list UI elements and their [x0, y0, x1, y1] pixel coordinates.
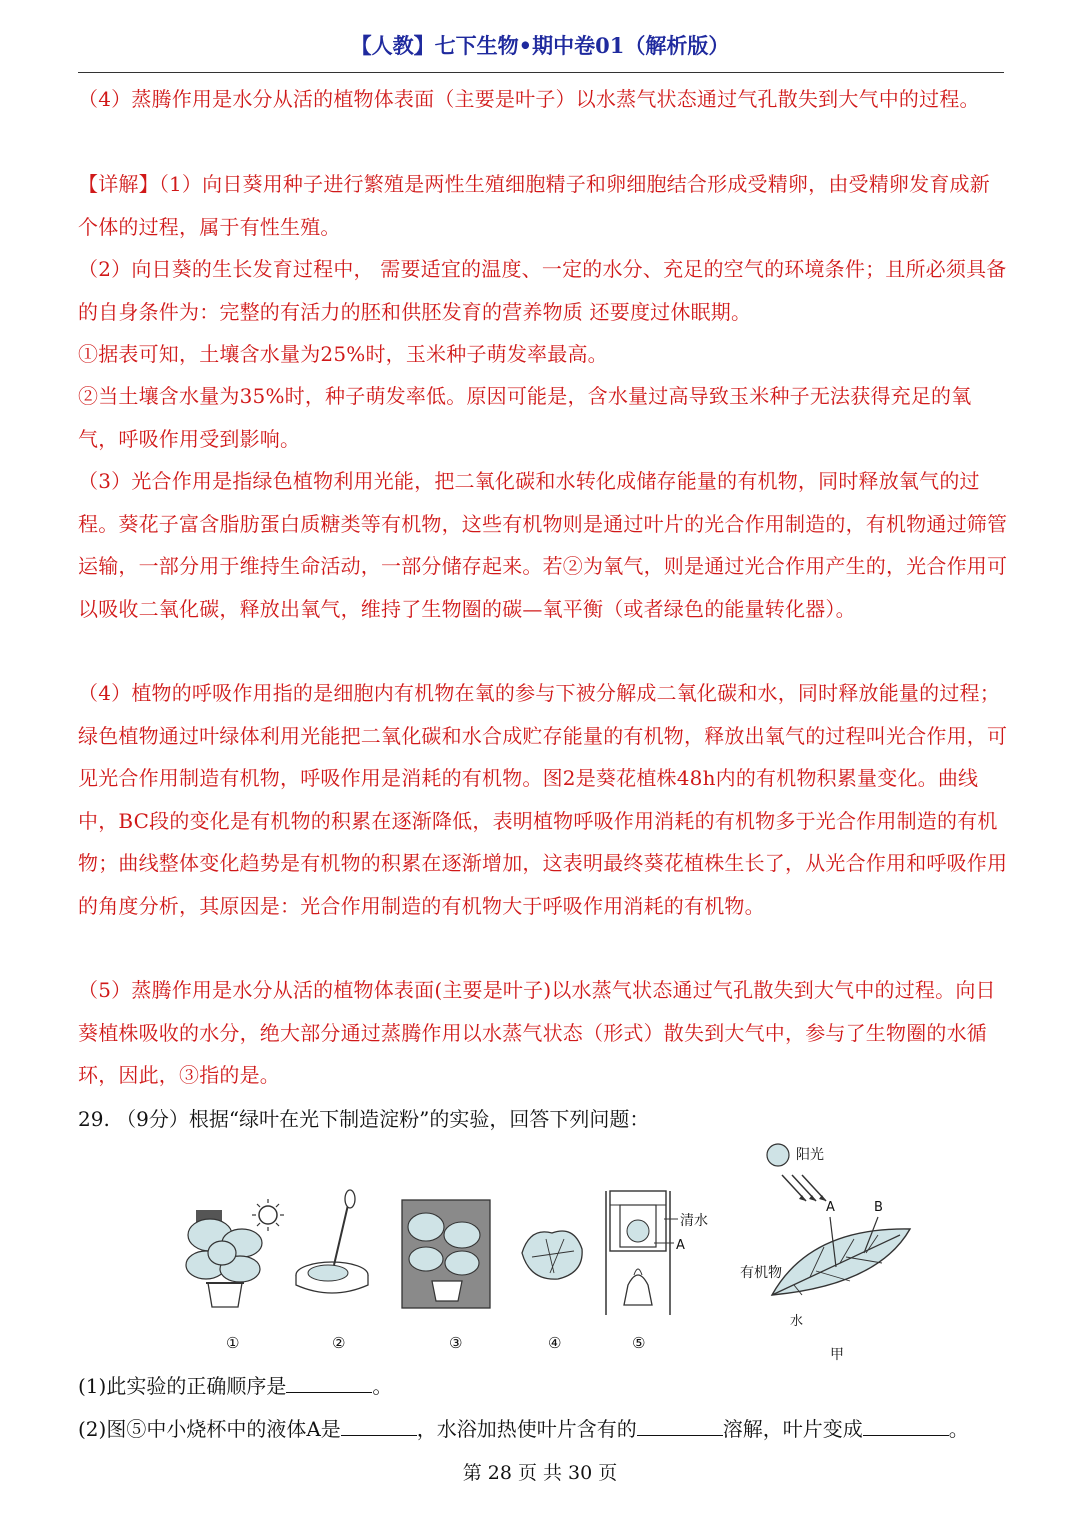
q2-blank-dissolve[interactable] — [637, 1413, 723, 1436]
beaker-water-label: 清水 — [680, 1213, 708, 1229]
step-label-4: ④ — [548, 1334, 562, 1352]
step2-petri-dish-dropper — [296, 1190, 368, 1293]
question29-part2 — [78, 1408, 1008, 1450]
leaf-organic-label: 有机物 — [740, 1265, 782, 1281]
q2-part1: (2)图⑤中小烧杯中的液体A是 — [78, 1417, 341, 1441]
leaf-diagram-jia — [740, 1144, 910, 1363]
q2-part4: 。 — [948, 1417, 969, 1441]
header-divider — [78, 72, 1004, 73]
step-label-1: ① — [226, 1334, 240, 1352]
q2-part3: 溶解，叶片变成 — [722, 1417, 863, 1441]
leaf-caption: 甲 — [830, 1347, 844, 1363]
detail-p1 — [78, 163, 1008, 248]
q1-prefix: (1)此实验的正确顺序是 — [78, 1374, 287, 1398]
q2-blank-liquid[interactable] — [341, 1413, 417, 1436]
detail-p6: （4）植物的呼吸作用指的是细胞内有机物在氧的参与下被分解成二氧化碳和水，同时释放能量的过程；绿色植物通过叶绿体利用光能把二氧化碳和水合成贮存能量的有机物，释放出氧气的过程叫光合作用，可见光合作用制造有机物，呼吸作用是消耗的有机物。图2是葵花植株48h内的有机物积累量变化。曲线中，BC段的变化是有机物的积累在逐渐降低，表明植物呼吸作用消耗的有机物多于光合作用制造的有机物；曲线整体变化趋势是有机物的积累在逐渐增加，这表明最终葵花植株生长了，从光合作用和呼吸作用的角度分析，其原因是：光合作用制造的有机物大于呼吸作用消耗的有机物。 — [78, 681, 1008, 918]
detail-p5: （3）光合作用是指绿色植物利用光能，把二氧化碳和水转化成储存能量的有机物，同时释放氧气的过程。葵花子富含脂肪蛋白质糖类等有机物，这些有机物则是通过叶片的光合作用制造的，有机物通过筛管运输，一部分用于维持生命活动，一部分储存起来。若②为氧气，则是通过光合作用产生的，光合作用可以吸收二氧化碳，释放出氧气，维持了生物圈的碳—氧平衡（或者绿色的能量转化器）。 — [78, 469, 1008, 621]
question29-part1 — [78, 1365, 1008, 1407]
sun-label: 阳光 — [796, 1147, 824, 1163]
detail-tag: 【详解】 — [78, 172, 159, 196]
step4-leaf — [522, 1231, 582, 1279]
q1-answer-blank[interactable] — [286, 1370, 372, 1393]
leaf-A-label: A — [826, 1200, 835, 1215]
q2-part2: ，水浴加热使叶片含有的 — [416, 1417, 637, 1441]
leaf-B-label: B — [874, 1200, 883, 1215]
step-label-5: ⑤ — [632, 1334, 646, 1352]
page-footer: 第 28 页 共 30 页 — [462, 1462, 618, 1484]
leaf-water-label: 水 — [790, 1314, 804, 1329]
detail-p1-text: （1）向日葵用种子进行繁殖是两性生殖细胞精子和卵细胞结合形成受精卵，由受精卵发育成新个体的过程，属于有性生殖。 — [78, 172, 990, 239]
step5-water-bath — [606, 1191, 708, 1315]
detail-p7: （5）蒸腾作用是水分从活的植物体表面(主要是叶子)以水蒸气状态通过气孔散失到大气中的过程。向日葵植株吸收的水分，绝大部分通过蒸腾作用以水蒸气状态（形式）散失到大气中，参与了生物圈的水循环，因此，③指的是。 — [78, 978, 996, 1087]
question29-stem: 29. （9分）根据“绿叶在光下制造淀粉”的实验，回答下列问题： — [78, 1107, 650, 1131]
experiment-figure — [170, 1135, 930, 1365]
detail-p4: ②当土壤含水量为35%时，种子萌发率低。原因可能是，含水量过高导致玉米种子无法获得充足的氧气，呼吸作用受到影响。 — [78, 384, 972, 451]
page-header-title: 【人教】七下生物•期中卷01（解析版） — [350, 33, 730, 58]
answer-part4: （4）蒸腾作用是水分从活的植物体表面（主要是叶子）以水蒸气状态通过气孔散失到大气中的过程。 — [78, 87, 980, 111]
detail-p2: （2）向日葵的生长发育过程中， 需要适宜的温度、一定的水分、充足的空气的环境条件；且所必须具备的自身条件为：完整的有活力的胚和供胚发育的营养物质 还要度过休眠期。 — [78, 257, 1007, 324]
step-label-3: ③ — [449, 1334, 463, 1352]
step1-potted-plant-covered — [186, 1199, 284, 1307]
q2-blank-color[interactable] — [863, 1413, 949, 1436]
detail-p3: ①据表可知，土壤含水量为25%时，玉米种子萌发率最高。 — [78, 342, 608, 366]
beaker-A-label: A — [676, 1238, 685, 1253]
q1-suffix: 。 — [372, 1374, 393, 1398]
step-label-2: ② — [332, 1334, 346, 1352]
step3-plant-dark-box — [402, 1200, 490, 1308]
